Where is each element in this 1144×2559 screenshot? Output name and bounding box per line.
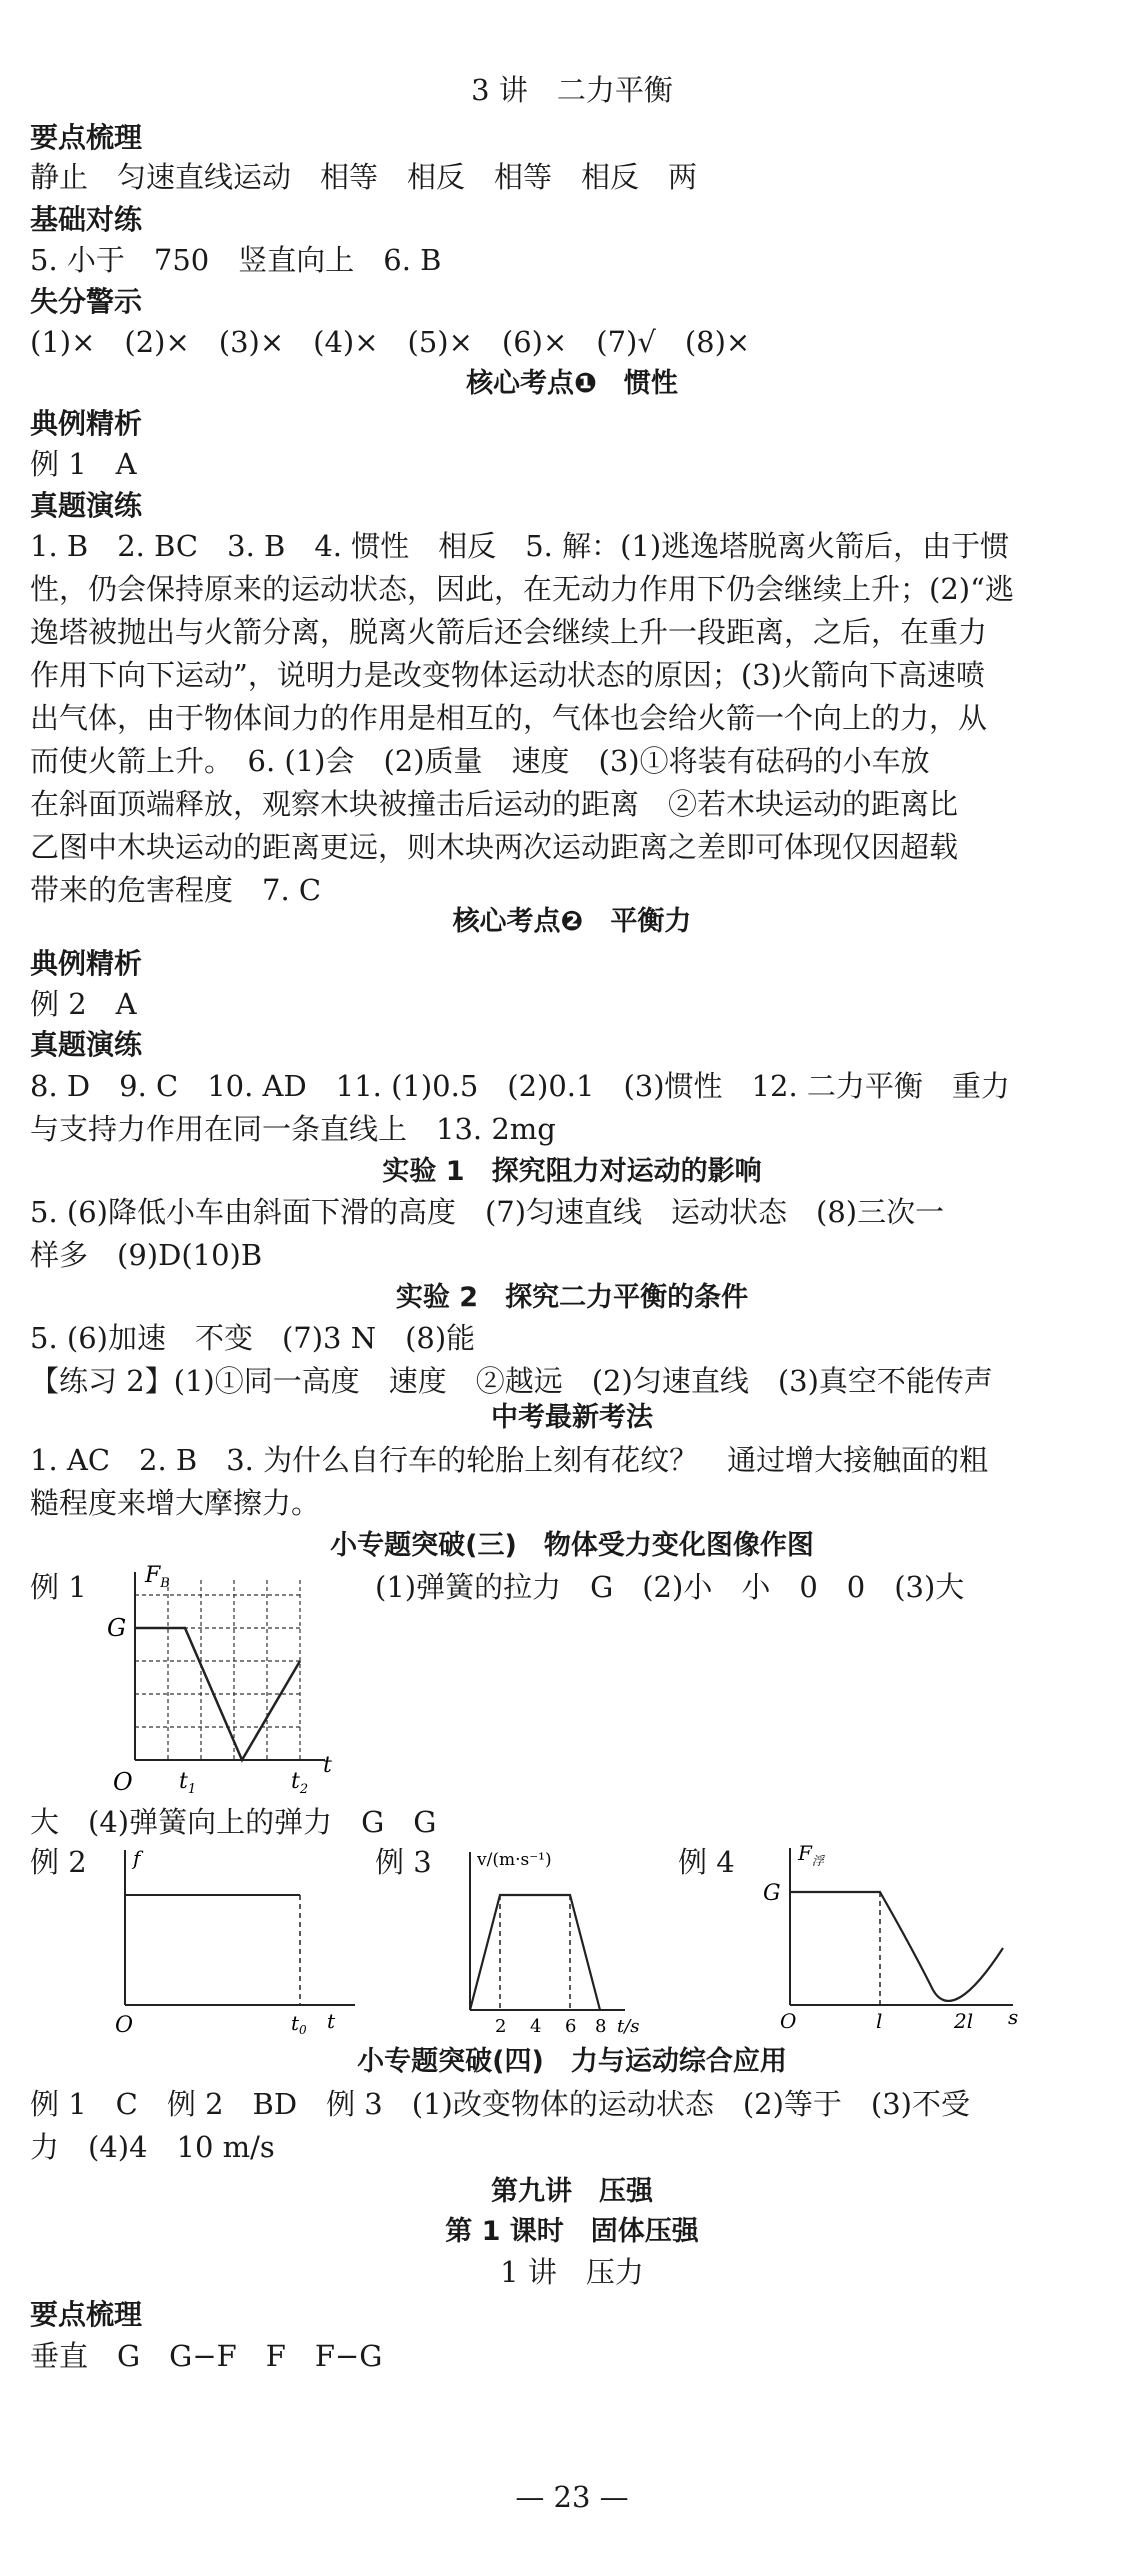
answer-line: 而使火箭上升。 6. (1)会 (2)质量 速度 (3)①将装有砝码的小车放 <box>30 744 930 778</box>
grid-lines <box>135 1580 300 1760</box>
svg-text:t: t <box>323 1753 332 1778</box>
answer-line: 样多 (9)D(10)B <box>30 1238 263 1272</box>
svg-text:6: 6 <box>565 2016 577 2037</box>
svg-text:2: 2 <box>495 2016 507 2037</box>
answer-line: 例 2 A <box>30 987 137 1021</box>
special-topic-title: 小专题突破(三) 物体受力变化图像作图 <box>330 1530 814 1561</box>
answer-line: 糙程度来增大摩擦力。 <box>30 1486 321 1520</box>
chapter-title: 第九讲 压强 <box>491 2176 653 2207</box>
answer-line: 1. B 2. BC 3. B 4. 惯性 相反 5. 解：(1)逃逸塔脱离火箭后，由于惯 <box>30 529 1010 563</box>
answer-line: 逸塔被抛出与火箭分离，脱离火箭后还会继续上升一段距离，之后，在重力 <box>30 615 988 649</box>
answer-line: 例 1 C 例 2 BD 例 3 (1)改变物体的运动状态 (2)等于 (3)不受 <box>30 2087 970 2121</box>
answer-line: 静止 匀速直线运动 相等 相反 相等 相反 两 <box>30 160 698 194</box>
answer-line: 1. AC 2. B 3. 为什么自行车的轮胎上刻有花纹？ 通过增大接触面的粗 <box>30 1443 989 1477</box>
svg-text:8: 8 <box>595 2016 607 2037</box>
svg-text:2l: 2l <box>954 2009 974 2030</box>
section-heading: 要点梳理 <box>30 121 143 154</box>
example-label: 例 4 <box>678 1845 735 1879</box>
svg-text:G: G <box>763 1881 781 1906</box>
svg-text:O: O <box>780 2009 797 2030</box>
answer-line: (1)弹簧的拉力 G (2)小 小 0 0 (3)大 <box>375 1570 965 1604</box>
figure-example-4 <box>758 1830 1028 2030</box>
answer-line: 与支持力作用在同一条直线上 13. 2mg <box>30 1112 556 1146</box>
section-heading: 典例精析 <box>30 947 143 980</box>
experiment-title: 实验 1 探究阻力对运动的影响 <box>382 1156 762 1187</box>
answer-line: 力 (4)4 10 m/s <box>30 2130 275 2164</box>
answer-line: 作用下向下运动”，说明力是改变物体运动状态的原因；(3)火箭向下高速喷 <box>30 658 985 692</box>
figure-example-3 <box>455 1840 675 2040</box>
svg-text:t/s: t/s <box>617 2016 640 2037</box>
svg-text:l: l <box>876 2009 883 2030</box>
answer-line: 大 (4)弹簧向上的弹力 G G <box>30 1805 437 1839</box>
answer-line: (1)× (2)× (3)× (4)× (5)× (6)× (7)√ (8)× <box>30 325 751 359</box>
svg-text:F浮: $F_浮$ <box>798 1841 824 1868</box>
svg-text:t2: $t_2$ <box>291 1769 309 1797</box>
answer-line: 8. D 9. C 10. AD 11. (1)0.5 (2)0.1 (3)惯性 12. 二力平衡 重力 <box>30 1069 1010 1103</box>
answer-line: 出气体，由于物体间力的作用是相互的，气体也会给火箭一个向上的力，从 <box>30 701 988 735</box>
experiment-title: 实验 2 探究二力平衡的条件 <box>395 1282 749 1313</box>
answer-line: 5. (6)加速 不变 (7)3 N (8)能 <box>30 1321 476 1355</box>
lesson-title: 3 讲 二力平衡 <box>471 73 673 107</box>
section-heading: 典例精析 <box>30 407 143 440</box>
answer-line: 5. (6)降低小车由斜面下滑的高度 (7)匀速直线 运动状态 (8)三次一 <box>30 1195 945 1229</box>
example-label: 例 2 <box>30 1845 87 1879</box>
example-label: 例 3 <box>375 1845 432 1879</box>
answer-line: 例 1 A <box>30 447 137 481</box>
section-title: 中考最新考法 <box>491 1402 653 1433</box>
svg-text:FB: $F_B$ <box>145 1563 170 1591</box>
svg-text:O: O <box>115 2013 134 2038</box>
class-title: 第 1 课时 固体压强 <box>445 2216 699 2247</box>
section-heading: 要点梳理 <box>30 2298 143 2331</box>
svg-text:G: G <box>107 1614 127 1642</box>
svg-text:t1: $t_1$ <box>179 1769 197 1797</box>
svg-text:t: t <box>327 2009 336 2033</box>
section-heading: 真题演练 <box>30 489 143 522</box>
svg-text:f: f <box>133 1846 141 1870</box>
section-heading: 真题演练 <box>30 1028 143 1061</box>
core-point-title: 核心考点❶ 惯性 <box>466 368 678 399</box>
buoyancy-curve <box>790 1892 1003 2001</box>
section-heading: 基础对练 <box>30 203 143 236</box>
example-label: 例 1 <box>30 1570 87 1604</box>
answer-line: 【练习 2】(1)①同一高度 速度 ②越远 (2)匀速直线 (3)真空不能传声 <box>30 1364 993 1398</box>
svg-text:O: O <box>113 1768 133 1796</box>
svg-text:s: s <box>1008 2005 1019 2029</box>
velocity-curve <box>470 1895 600 2010</box>
answer-line: 垂直 G G−F F F−G <box>30 2339 383 2373</box>
answer-line: 性，仍会保持原来的运动状态，因此，在无动力作用下仍会继续上升；(2)“逃 <box>30 572 1014 606</box>
svg-text:t0: $t_0$ <box>291 2011 307 2037</box>
svg-text:4: 4 <box>530 2016 542 2037</box>
answer-line: 在斜面顶端释放，观察木块被撞击后运动的距离 ②若木块运动的距离比 <box>30 787 959 821</box>
answer-line: 乙图中木块运动的距离更远，则木块两次运动距离之差即可体现仅因超载 <box>30 830 959 864</box>
figure-example-1 <box>95 1560 365 1800</box>
answer-line: 5. 小于 750 竖直向上 6. B <box>30 243 442 277</box>
special-topic-title: 小专题突破(四) 力与运动综合应用 <box>357 2046 787 2077</box>
core-point-title: 核心考点❷ 平衡力 <box>452 906 692 937</box>
figure-example-2 <box>105 1840 365 2040</box>
lesson-title: 1 讲 压力 <box>500 2255 644 2289</box>
page-number: — 23 — <box>515 2480 629 2514</box>
svg-text:v/(m·s⁻¹): v/(m·s⁻¹) <box>477 1850 552 1870</box>
answer-line: 带来的危害程度 7. C <box>30 873 322 907</box>
section-heading: 失分警示 <box>30 285 143 318</box>
